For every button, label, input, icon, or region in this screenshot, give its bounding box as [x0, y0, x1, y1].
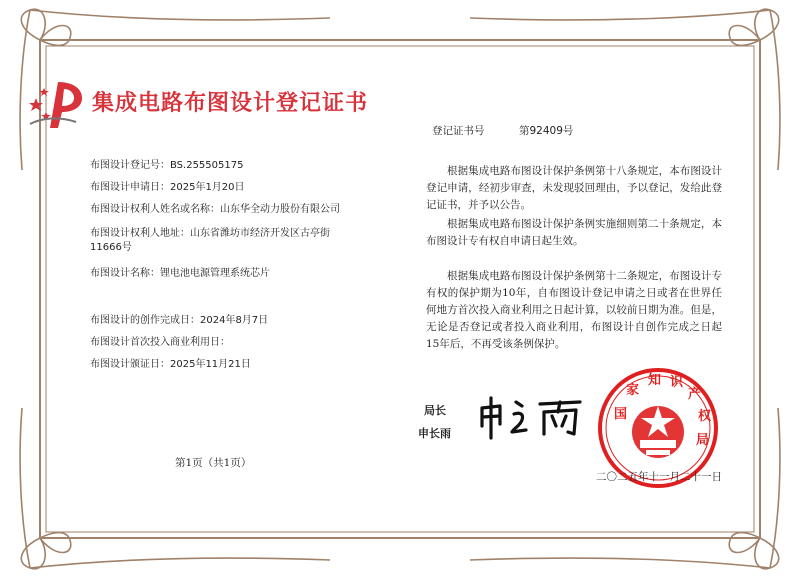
field-value: 山东华全动力股份有限公司	[220, 204, 340, 215]
svg-text:局: 局	[696, 433, 710, 448]
holder-name-field	[90, 203, 355, 217]
ip-office-logo-icon	[28, 76, 90, 134]
registration-no-field	[90, 159, 243, 173]
legal-paragraph-2: 根据集成电路布图设计保护条例实施细则第二十条规定，本布图设计专有权自申请日起生效。	[426, 218, 722, 247]
field-label: 布图设计颁证日：	[90, 359, 170, 370]
holder-address-field	[90, 227, 355, 255]
svg-text:识: 识	[670, 375, 684, 390]
field-value: BS.255505175	[170, 160, 244, 171]
creation-date-field	[90, 314, 268, 328]
design-name-field	[90, 267, 270, 281]
field-label: 布图设计的创作完成日：	[90, 315, 200, 326]
field-value: 锂电池电源管理系统芯片	[160, 268, 270, 279]
svg-text:家: 家	[626, 383, 640, 398]
legal-paragraph-3: 根据集成电路布图设计保护条例第十二条规定，布图设计专有权的保护期为10年，自布图设计登记申请之日或者在世界任何地方首次投入商业利用之日起计算，以较前日期为准。但是，无论是否登记或者投入商业利用，布图设计自创作完成之日起15年后，不再受该条例保护。	[426, 270, 722, 350]
issue-date-field	[90, 358, 251, 372]
svg-text:国: 国	[614, 407, 628, 422]
director-name: 申长雨	[418, 427, 451, 440]
svg-text:权: 权	[698, 409, 712, 424]
field-label: 布图设计名称：	[90, 268, 160, 279]
svg-text:产: 产	[688, 387, 702, 402]
issue-date-chinese: 二〇二五年十一月二十一日	[596, 471, 722, 483]
legal-paragraph-1: 根据集成电路布图设计保护条例第十八条规定，本布图设计登记申请，经初步审查，未发现驳回理由，予以登记，发给此登记证书，并予以公告。	[426, 165, 722, 211]
field-label: 布图设计权利人地址：	[90, 228, 190, 239]
svg-text:知: 知	[648, 373, 662, 388]
page-number: 第1页（共1页）	[175, 457, 252, 469]
field-value: 2024年8月7日	[200, 315, 269, 326]
certificate-title: 集成电路布图设计登记证书	[92, 91, 369, 116]
field-label: 布图设计权利人姓名或名称：	[90, 204, 220, 215]
field-value: 山东省潍坊市经济开发区古亭街11666号	[90, 228, 330, 253]
first-commercial-use-field	[90, 336, 230, 350]
director-title: 局长	[424, 404, 446, 417]
field-label: 布图设计首次投入商业利用日：	[90, 337, 230, 348]
field-label: 布图设计登记号：	[90, 160, 170, 171]
certificate-number: 第92409号	[519, 125, 574, 137]
handwritten-signature-icon	[474, 392, 594, 442]
certificate-number-label: 登记证书号	[432, 125, 485, 137]
application-date-field	[90, 181, 245, 195]
field-label: 布图设计申请日：	[90, 182, 170, 193]
field-value: 2025年1月20日	[170, 182, 245, 193]
field-value: 2025年11月21日	[170, 359, 251, 370]
